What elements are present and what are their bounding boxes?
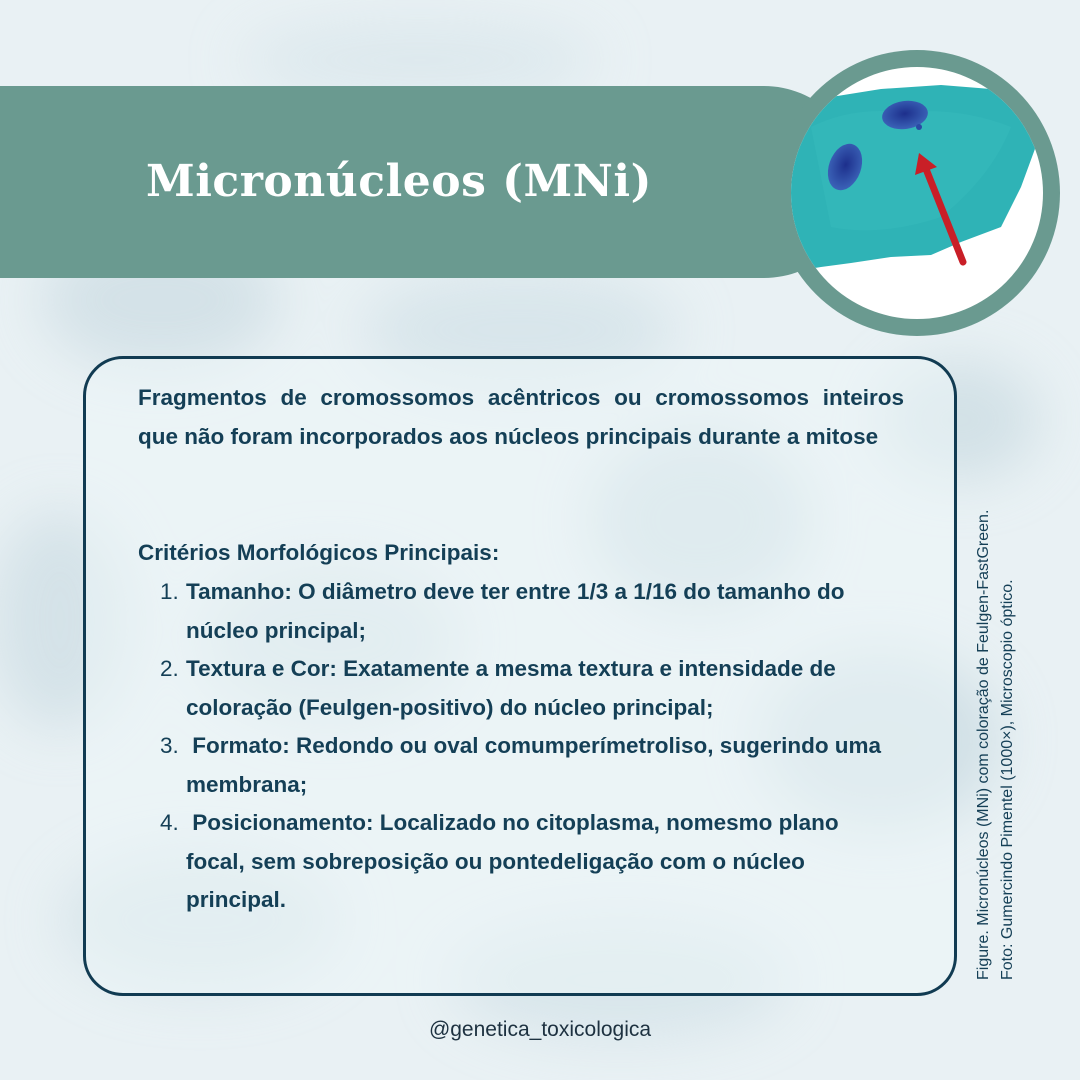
list-item-number: 1.: [160, 579, 179, 604]
list-item-text: Posicionamento: Localizado no citoplasma, nomesmo plano focal, sem sobreposição ou pontedeligação com o núcleo principal.: [186, 810, 845, 912]
list-item: [160, 573, 900, 650]
microscope-cell-image: [791, 67, 1043, 319]
caption-line: Foto: Gumercindo Pimentel (1000×), Microscopio óptico.: [999, 579, 1016, 980]
page-title: Micronúcleos (MNi): [146, 156, 652, 207]
list-item: [160, 804, 900, 920]
criteria-list: [160, 573, 900, 920]
criteria-heading: Critérios Morfológicos Principais:: [138, 540, 500, 565]
figure-caption: [972, 368, 1020, 980]
list-item-number: 3.: [160, 733, 179, 758]
list-item: [160, 650, 900, 727]
list-item-number: 4.: [160, 810, 179, 835]
list-item: [160, 727, 900, 804]
caption-line: Figure. Micronúcleos (MNi) com coloração de Feulgen-FastGreen.: [975, 509, 992, 980]
list-item-number: 2.: [160, 656, 179, 681]
list-item-text: Textura e Cor: Exatamente a mesma textura e intensidade de coloração (Feulgen-positivo) do núcleo principal;: [186, 656, 836, 720]
definition-text: Fragmentos de cromossomos acêntricos ou cromossomos inteiros que não foram incorporados aos núcleos principais durante a mitose: [138, 385, 904, 449]
list-item-text: Formato: Redondo ou oval comumperímetroliso, sugerindo uma membrana;: [186, 733, 888, 797]
micrograph-frame: [774, 50, 1060, 336]
list-item-text: Tamanho: O diâmetro deve ter entre 1/3 a 1/16 do tamanho do núcleo principal;: [186, 579, 845, 643]
social-handle: @genetica_toxicologica: [428, 1018, 652, 1041]
